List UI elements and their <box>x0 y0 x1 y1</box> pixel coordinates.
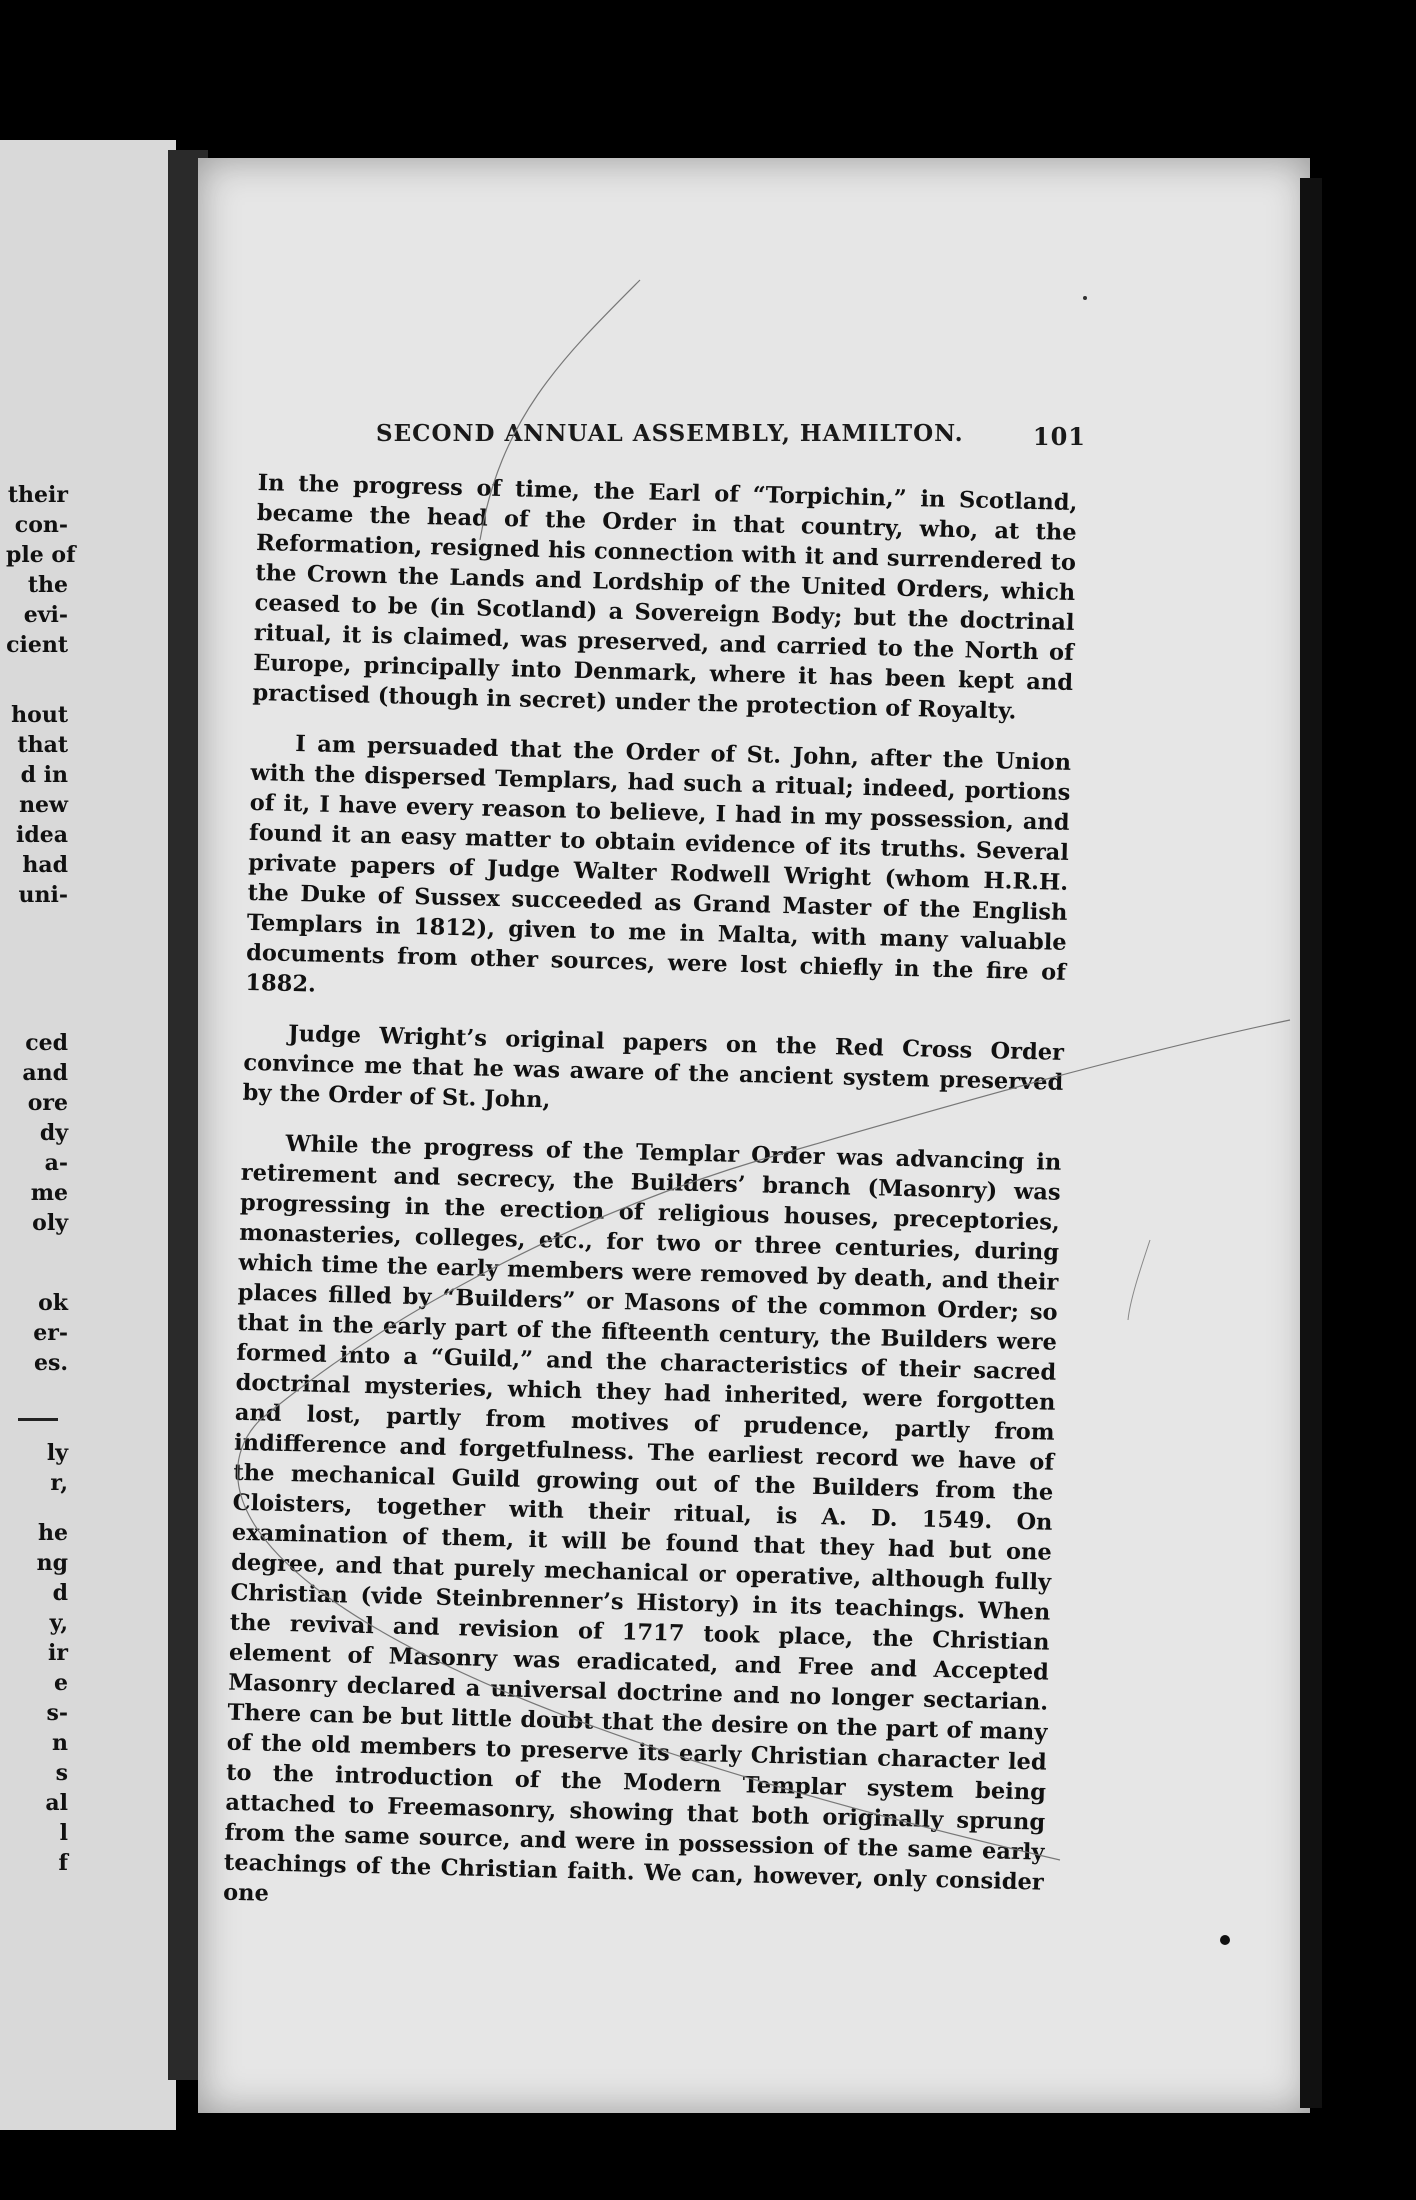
page-edge-shadow <box>1300 178 1322 2108</box>
fragment-word: ok <box>38 1290 68 1316</box>
fragment-word: al <box>45 1790 68 1816</box>
fragment-word: he <box>38 1520 68 1546</box>
fragment-word: and <box>22 1060 68 1086</box>
paragraph: While the progress of the Templar Order was advancing in retirement and secrecy, the Builders’ branch (Masonry) was progressing in the erection of religious houses, preceptories, monasteries, colleges, etc., for two or three centuries, during which time the early members were removed by death, and their places filled by “Builders” or Masons of the common Order; so that in the early part of the fifteenth century, the Builders were formed into a “Guild,” and the characteristics of their sacred doctrinal mysteries, which they had inherited, were forgotten and lost, partly from motives of prudence, partly from indifference and forgetfulness. The earliest record we have of the mechanical Guild growing out of the Builders from the Cloisters, together with their ritual, is A. D. 1549. On examination of them, it will be found that they had but one degree, and that purely mechanical or operative, although fully Christian (vide Steinbrenner’s History) in its teachings. When the revival and revision of 1717 took place, the Christian element of Masonry was eradicated, and Free and Accepted Masonry declared a universal doctrine and no longer sectarian. There can be but little doubt that the desire on the part of many of the old members to preserve its early Christian character led to the introduction of the Modern Templar system being attached to Freemasonry, showing that both originally sprung from the same source, and were in possession of the same early teachings of the Christian faith. We can, however, only consider one <box>222 1130 1062 1907</box>
fragment-word: uni- <box>18 882 68 908</box>
fragment-word: idea <box>16 822 68 848</box>
fragment-word: s- <box>46 1700 68 1726</box>
paragraph: I am persuaded that the Order of St. John, after the Union with the dispersed Templars, had such a ritual; indeed, portions of it, I have every reason to believe, I had in my possession, and found it an easy matter to obtain evidence of its truths. Several private papers of Judge Walter Rodwell Wright (whom H.R.H. the Duke of Sussex succeeded as Grand Master of the English Templars in 1812), given to me in Malta, with many valuable documents from other sources, were lost chiefly in the fire of 1882. <box>245 730 1072 998</box>
fragment-word: es. <box>33 1350 68 1376</box>
fragment-word: l <box>59 1820 68 1846</box>
fragment-word: s <box>55 1760 68 1786</box>
paragraph: In the progress of time, the Earl of “Torpichin,” in Scotland, became the head of the Order in that country, who, at the Reformation, resigned his connection with it and surrendered to the Crown the Lands and Lordship of the United Orders, which ceased to be (in Scotland) a Sovereign Body; but the doctrinal ritual, it is claimed, was preserved, and carried to the North of Europe, principally into Denmark, where it has been kept and practised (though in secret) under the protection of Royalty. <box>252 469 1078 725</box>
fragment-word: dy <box>39 1120 68 1146</box>
fragment-word: d <box>52 1580 68 1606</box>
fragment-word: y, <box>49 1610 68 1636</box>
fragment-word: evi- <box>23 602 68 628</box>
fragment-word: oly <box>32 1210 68 1236</box>
fragment-word: ple of <box>6 542 76 568</box>
fragment-word: ore <box>27 1090 68 1116</box>
fragment-word: r, <box>50 1470 68 1496</box>
fragment-word: a- <box>44 1150 68 1176</box>
fragment-word: ir <box>48 1640 68 1666</box>
fragment-word: ng <box>36 1550 68 1576</box>
paragraph: Judge Wright’s original papers on the Red Cross Order convince me that he was aware of the ancient system preserved by the Order of St. John, <box>242 1020 1065 1114</box>
fragment-word: d in <box>20 762 68 788</box>
page-number: 101 <box>1032 422 1086 451</box>
fragment-word: ly <box>46 1440 68 1466</box>
fragment-word: er- <box>33 1320 68 1346</box>
fragment-word: f <box>58 1850 68 1876</box>
fragment-word: e <box>54 1670 68 1696</box>
fragment-word: cient <box>6 632 68 658</box>
fragment-word: their <box>7 482 68 508</box>
fragment-word: that <box>17 732 68 758</box>
fragment-word: new <box>19 792 68 818</box>
adjacent-page-fragment <box>0 140 176 2130</box>
fragment-word: had <box>22 852 68 878</box>
running-title: SECOND ANNUAL ASSEMBLY, HAMILTON. <box>376 420 964 447</box>
running-header <box>376 420 1086 451</box>
fragment-dash <box>18 1418 58 1421</box>
fragment-word: me <box>30 1180 68 1206</box>
fragment-word: con- <box>14 512 68 538</box>
body-text <box>222 468 1077 1948</box>
fragment-word: n <box>52 1730 68 1756</box>
fragment-word: the <box>27 572 68 598</box>
fragment-word: hout <box>11 702 68 728</box>
fragment-word: ced <box>25 1030 68 1056</box>
